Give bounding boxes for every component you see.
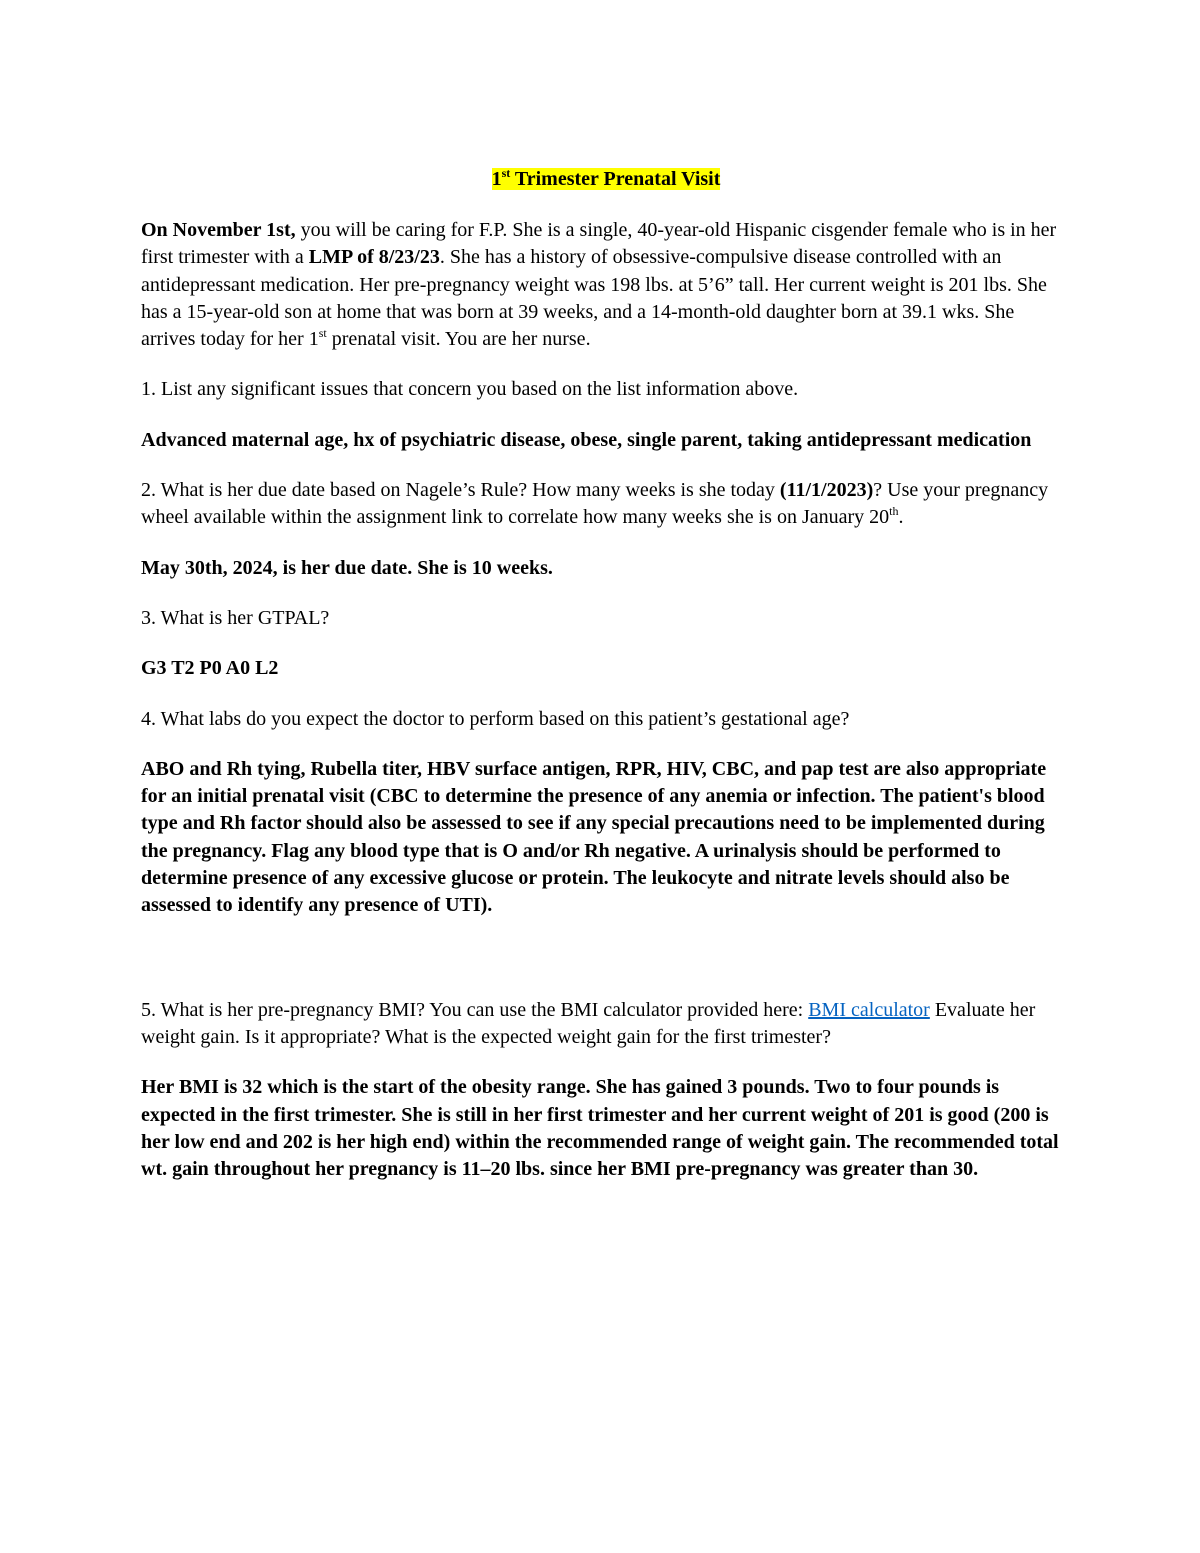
intro-lmp: LMP of 8/23/23 — [308, 246, 440, 269]
question-1: 1. List any significant issues that concern you based on the list information above. — [141, 378, 799, 401]
answer-5: Her BMI is 32 which is the start of the obesity range. She has gained 3 pounds. Two to four pounds is expected in the first trimester. She is still in her first trimester and her current weight of 201 is good (200 is her low end and 202 is her high end) within the recommended range of weight gain. The recommended total wt. gain throughout her pregnancy is 11–20 lbs. since her BMI pre-pregnancy was greater than 30. — [141, 1076, 1059, 1181]
page-title — [141, 164, 1071, 194]
title-number: 1 — [491, 168, 502, 190]
title-text: Trimester Prenatal Visit — [510, 168, 721, 190]
intro-superscript: st — [318, 326, 327, 341]
question-5 — [141, 997, 1071, 1052]
document-page — [141, 164, 1071, 1206]
question-2 — [141, 477, 1071, 532]
blank-spacer — [141, 943, 1071, 997]
question-2-date: (11/1/2023) — [779, 479, 874, 502]
answer-4: ABO and Rh tying, Rubella titer, HBV surface antigen, RPR, HIV, CBC, and pap test are also appropriate for an initial prenatal visit (CBC to determine the presence of any anemia or infection. The patient's blood type and Rh factor should also be assessed to see if any special precautions need to be implemented during the pregnancy. Flag any blood type that is O and/or Rh negative. A urinalysis should be performed to determine presence of any excessive glucose or protein. The leukocyte and nitrate levels should also be assessed to identify any presence of UTI). — [141, 757, 1047, 917]
answer-2: May 30th, 2024, is her due date. She is 10 weeks. — [141, 556, 553, 579]
question-4: 4. What labs do you expect the doctor to perform based on this patient’s gestational age? — [141, 707, 850, 730]
question-2-text-b: ? Use your pregnancy wheel available within the assignment link to correlate how many weeks she is on January 20 — [141, 479, 1049, 529]
bmi-calculator-link[interactable]: BMI calculator — [808, 998, 930, 1021]
question-3: 3. What is her GTPAL? — [141, 606, 330, 629]
question-2-text-a: 2. What is her due date based on Nagele’s Rule? How many weeks is she today — [141, 479, 780, 502]
question-2-text-c: . — [898, 506, 904, 529]
intro-text-3: prenatal visit. You are her nurse. — [326, 328, 591, 351]
answer-3: G3 T2 P0 A0 L2 — [141, 657, 279, 680]
question-5-text-a: 5. What is her pre-pregnancy BMI? You can use the BMI calculator provided here: — [141, 998, 809, 1021]
title-highlight — [492, 168, 721, 190]
intro-text-2: . She has a history of obsessive-compulsive disease controlled with an antidepressant medication. Her pre-pregnancy weight was 198 lbs. at 5’6” tall. Her current weight is 201 lbs. She has a 15-year-old son at home that was born at 39 weeks, and a 14-month-old daughter born at 39.1 wks. She arrives today for her 1 — [141, 246, 1047, 351]
intro-lead: On November 1st, — [141, 219, 296, 241]
answer-1: Advanced maternal age, hx of psychiatric disease, obese, single parent, taking antidepressant medication — [141, 428, 1032, 451]
title-superscript: st — [501, 166, 511, 180]
question-5-text-b: Evaluate her weight gain. Is it appropriate? What is the expected weight gain for the first trimester? — [141, 998, 1036, 1048]
case-intro-paragraph — [141, 217, 1071, 353]
intro-text-1: you will be caring for F.P. She is a single, 40-year-old Hispanic cisgender female who is in her first trimester with a — [141, 219, 1057, 269]
question-2-superscript: th — [889, 504, 899, 519]
